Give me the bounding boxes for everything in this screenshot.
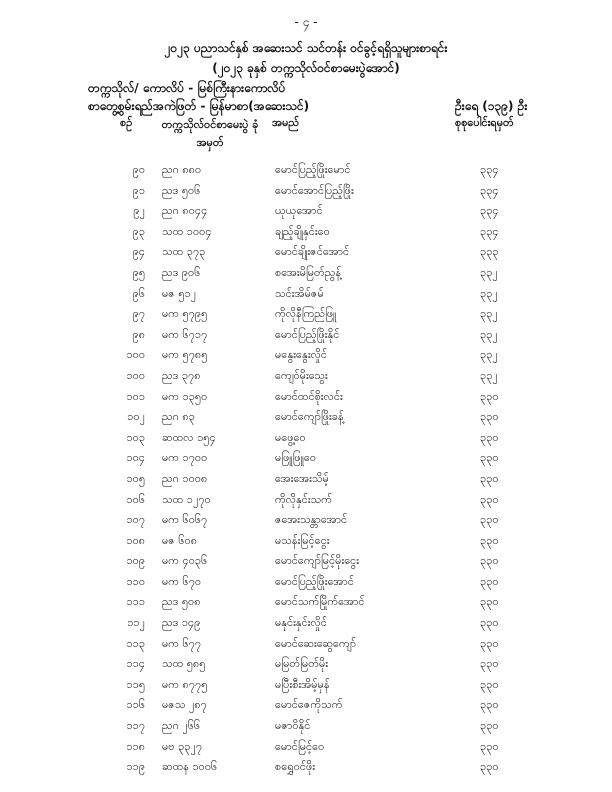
row-name: မောင်သက်မြိုက်အောင် (275, 595, 365, 609)
row-roll-no: မက ၁၇၀၀ (162, 451, 208, 465)
row-roll-no: ညဂ ၈၀၄၄ (162, 204, 208, 218)
row-roll-no: ညဒ ၅၀၈ (162, 595, 201, 609)
row-roll-no: မက ၆၀၆၇ (162, 513, 208, 527)
row-roll-no: သထ ၅၈၅ (162, 657, 206, 671)
table-row (0, 263, 612, 284)
row-roll-no: ဆထလ ၁၅၄ (162, 430, 216, 444)
row-score: ၃၃၀ (480, 430, 499, 444)
row-serial: ၁၀၂ (127, 410, 145, 424)
table-row (0, 551, 612, 572)
row-serial: ၉၄ (132, 245, 145, 259)
table-row (0, 407, 612, 428)
row-roll-no: မက ၁၃၅၀ (162, 389, 208, 403)
row-serial: ၉၂ (133, 204, 145, 218)
table-row (0, 531, 612, 552)
row-name: မပြီးစီးအိမ့်မှန် (275, 677, 330, 691)
table-row (0, 572, 612, 593)
total-line: ဦးရေ (၁၃၉) ဦး (455, 99, 528, 113)
table-row (0, 490, 612, 511)
table-row (0, 366, 612, 387)
row-roll-no: မက ၈၇၇၅ (162, 677, 208, 691)
row-roll-no: ညဒ ၃၇၈ (162, 368, 201, 382)
row-serial: ၁၀၅ (126, 471, 145, 485)
row-name: မဇာဝိနိုင် (275, 719, 311, 733)
row-serial: ၁၀၆ (126, 492, 145, 506)
row-roll-no: ညဂ ၈၈၀ (162, 163, 202, 176)
row-name: သင်းအိမ်ဇမ် (275, 286, 324, 300)
table-row (0, 592, 612, 613)
row-name: အေးအေးသိမ့် (275, 471, 329, 485)
row-serial: ၁၁၃ (126, 636, 145, 650)
row-score: ၃၃၀ (480, 595, 499, 609)
row-score: ၃၃၄ (480, 163, 499, 176)
row-score: ၃၃၂ (480, 286, 498, 300)
row-serial: ၁၀၀ (126, 368, 145, 382)
row-score: ၃၃၀ (480, 760, 499, 774)
table-row (0, 284, 612, 305)
row-roll-no: ညဒ ၉၀၆ (162, 265, 201, 279)
row-serial: ၁၁၀ (126, 574, 145, 588)
row-name: မောင်ကျော်ဖြိုးခန့် (275, 410, 344, 424)
page-number: - ၄ - (294, 15, 318, 29)
table-row (0, 716, 612, 737)
table-row (0, 325, 612, 346)
row-serial: ၁၁၄ (126, 657, 145, 671)
row-roll-no: ညဒ ၅၀၆ (162, 183, 201, 197)
row-score: ၃၃၄ (480, 183, 499, 197)
table-row (0, 181, 612, 202)
exam-line: စာတွေ့စွမ်းရည်အကဲဖြတ် - မြန်မာစာ(အဆေးသင်) (88, 99, 310, 113)
table-row (0, 160, 612, 181)
row-score: ၃၃၀ (480, 719, 499, 733)
row-name: ကိုလိုနှင်းသက် (275, 492, 333, 506)
row-score: ၃၃၀ (480, 410, 499, 424)
row-name: ကိုလိုနီကြည်ဖြူ (275, 307, 337, 321)
row-name: ချည့်ချိုနှင်းဝေ (275, 224, 330, 238)
header-serial: စဉ် (120, 116, 133, 129)
table-row (0, 634, 612, 655)
row-roll-no: မဇ ၅၁၂ (162, 286, 197, 300)
row-name: ယုယုအောင် (275, 204, 323, 218)
table-row (0, 222, 612, 243)
table-row (0, 387, 612, 408)
table-row (0, 510, 612, 531)
row-roll-no: ညဒ ၁၄၉ (162, 616, 201, 630)
row-roll-no: ညဂ ၂၆၆ (162, 719, 201, 733)
row-score: ၃၃၀ (480, 533, 499, 547)
row-serial: ၁၁၉ (126, 760, 145, 774)
row-name: စရွှေဝင်ဖိုး (275, 760, 316, 774)
row-roll-no: မက ၆၇၀ (162, 574, 202, 588)
row-name: မဖွေ့ဝေ (275, 430, 306, 444)
table-row (0, 737, 612, 758)
row-score: ၃၃၃ (480, 245, 499, 259)
row-name: မောင်ပြည့်ဖြိုးနိုင် (275, 327, 340, 341)
row-name: မောင်ပြည့်ဖြိုးအောင် (275, 574, 354, 588)
row-score: ၃၃၀ (480, 574, 499, 588)
row-serial: ၉၈ (132, 327, 145, 341)
row-serial: ၁၀၉ (126, 554, 145, 568)
row-name: မောင်ပြည့်ဖြိုးမောင် (275, 163, 351, 176)
row-roll-no: မက ၆၇၁၇ (162, 327, 208, 341)
row-score: ၃၃၀ (480, 677, 499, 691)
row-name: မောင်ဇေကိုသက် (275, 698, 343, 712)
row-roll-no: ညဂ ၈၃ (162, 410, 195, 424)
row-roll-no: ဆထန ၁၀၀၆ (162, 760, 218, 774)
row-roll-no: သထ ၁၀၀၄ (162, 224, 212, 238)
header-name: အမည် (272, 116, 300, 129)
row-name: မသန်းမြင့်ငွေး (275, 533, 330, 547)
row-roll-no: မက ၆၇၇ (162, 636, 202, 650)
row-name: ဇအေးသန္တာအောင် (275, 513, 348, 527)
row-score: ၃၃၂ (480, 368, 498, 382)
row-serial: ၉၅ (132, 265, 145, 279)
row-score: ၃၃၂ (480, 348, 498, 362)
row-score: ၃၃၀ (480, 657, 499, 671)
row-roll-no: မက ၄၀၃၆ (162, 554, 208, 568)
row-roll-no: မဇ ၆၀၈ (162, 533, 197, 547)
row-serial: ၁၀၈ (126, 533, 145, 547)
row-name: မောင်ကျော်မြင့်မိုးငွေး (275, 554, 360, 568)
row-serial: ၉၀ (132, 163, 145, 176)
row-name: စအေးမိမြတ်ညွန့် (275, 265, 342, 279)
row-score: ၃၃၀ (480, 451, 499, 465)
row-serial: ၁၁၅ (126, 677, 145, 691)
row-score: ၃၃၄ (480, 204, 499, 218)
row-serial: ၁၁၆ (126, 698, 145, 712)
table-row (0, 675, 612, 696)
row-serial: ၁၀၄ (126, 451, 145, 465)
row-serial: ၁၁၂ (127, 616, 145, 630)
row-name: မောင်ထင်စိုးလင်း (275, 389, 343, 403)
row-roll-no: ညဂ ၁၀၀၈ (162, 471, 208, 485)
row-name: မဖြူဖြူဝေ (275, 451, 317, 465)
college-line: တက္ကသိုလ်/ ကောလိပ် - မြစ်ကြီးနားကောလိပ် (88, 81, 286, 95)
row-serial: ၁၁၁ (126, 595, 145, 609)
table-row (0, 469, 612, 490)
row-score: ၃၃၀ (480, 513, 499, 527)
row-roll-no: မဇသ ၂၈၇ (162, 698, 207, 712)
row-name: မောင်ဆေးဆွေကျော် (275, 636, 357, 650)
row-score: ၃၃၀ (480, 389, 499, 403)
table-row (0, 654, 612, 675)
table-row (0, 242, 612, 263)
row-serial: ၁၁၈ (126, 739, 145, 753)
document-title: ၂၀၂၃ ပညာသင်နှစ် အဆေးသင် သင်တန်း ဝင်ခွင့်ရရှိသူများစာရင်း (164, 41, 448, 55)
row-roll-no: မက ၅၇၈၅ (162, 348, 208, 362)
row-serial: ၁၀၀ (126, 348, 145, 362)
row-name: မောင်အောင်ပြည့်ဖြိုး (275, 183, 354, 197)
row-roll-no: မဗ ၃၃၂၇ (162, 739, 203, 753)
row-serial: ၉၆ (132, 286, 145, 300)
table-row (0, 613, 612, 634)
row-name: မမြတ်မြတ်မိုး (275, 657, 329, 671)
row-score: ၃၃၂ (480, 327, 498, 341)
row-score: ၃၃၂ (480, 307, 498, 321)
row-name: မနွေးနွေးလှိုင် (275, 348, 328, 362)
row-score: ၃၃၀ (480, 636, 499, 650)
row-name: မောင်ချိုးဇင်အောင် (275, 245, 350, 259)
results-table (0, 160, 612, 778)
document-subtitle: (၂၀၂၃ ခုနှစ် တက္ကသိုလ်ဝင်စာမေးပွဲအောင်) (212, 61, 400, 75)
table-row (0, 304, 612, 325)
table-row (0, 757, 612, 778)
row-score: ၃၃၀ (480, 471, 499, 485)
row-serial: ၉၃ (132, 224, 145, 238)
row-name: မောင်မြင့်ဝေ (275, 739, 325, 753)
table-row (0, 448, 612, 469)
row-score: ၃၃၄ (480, 224, 499, 238)
row-roll-no: သထ ၁၂၇၀ (162, 492, 211, 506)
row-serial: ၁၀၁ (126, 389, 145, 403)
row-score: ၃၃၀ (480, 554, 499, 568)
row-serial: ၉၁ (132, 183, 145, 197)
table-row (0, 695, 612, 716)
table-row (0, 428, 612, 449)
row-score: ၃၃၀ (480, 739, 499, 753)
row-serial: ၁၁၇ (126, 719, 145, 733)
row-score: ၃၃၀ (480, 698, 499, 712)
row-score: ၃၃၂ (480, 265, 498, 279)
row-name: မနုင်းနှင်းလှိုင် (275, 616, 327, 630)
table-row (0, 345, 612, 366)
header-score: စုစုပေါင်းရမှတ် (455, 116, 514, 129)
row-serial: ၁၀၇ (126, 513, 145, 527)
row-score: ၃၃၀ (480, 492, 499, 506)
row-score: ၃၃၀ (480, 616, 499, 630)
row-serial: ၉၇ (132, 307, 145, 321)
row-name: ကျေဝ်မိုးသွေး (275, 368, 328, 382)
row-roll-no: မက ၅၇၉၅ (162, 307, 208, 321)
header-roll-no: တက္ကသိုလ်ဝင်စာမေးပွဲ ခုံအမှတ် (161, 118, 259, 149)
table-row (0, 201, 612, 222)
row-serial: ၁၀၃ (126, 430, 145, 444)
row-roll-no: သထ ၃၇၃ (162, 245, 206, 259)
